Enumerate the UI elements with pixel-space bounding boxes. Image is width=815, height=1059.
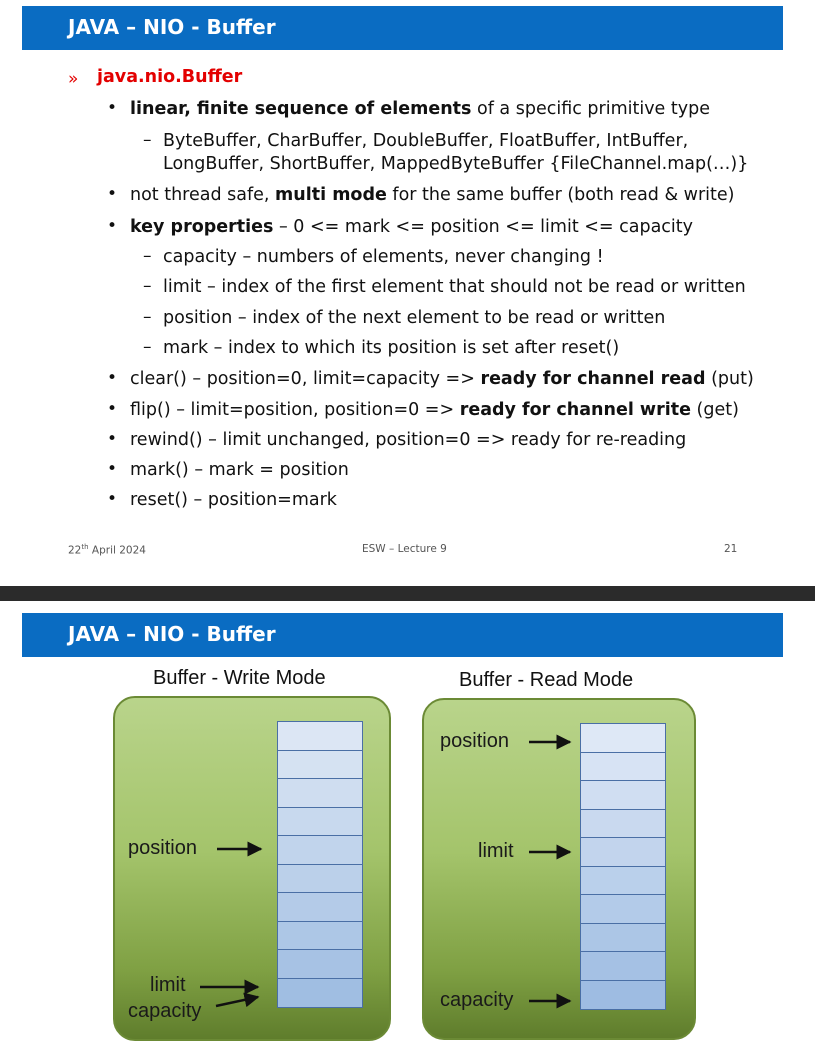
bullet-item: clear() – position=0, limit=capacity => ready for channel read (put) [130, 369, 754, 389]
slide-title: JAVA – NIO - Buffer [68, 15, 276, 39]
bullet-item: key properties – 0 <= mark <= position <= limit <= capacity [130, 217, 694, 237]
bullet-dot-icon: • [107, 184, 118, 204]
bullet-dash-icon: – [143, 130, 152, 150]
read-mode-title: Buffer - Read Mode [459, 669, 634, 691]
bullet-item: not thread safe, multi mode for the same buffer (both read & write) [130, 185, 735, 205]
bullet-dash-icon: – [143, 337, 152, 357]
slide-title: JAVA – NIO - Buffer [68, 622, 276, 646]
footer-date: 22th April 2024 [68, 543, 146, 557]
bullet-dot-icon: • [107, 368, 118, 388]
slide-separator [0, 586, 815, 601]
footer-page-number: 21 [724, 543, 738, 555]
bullet-dot-icon: • [107, 98, 118, 118]
bullet-item: rewind() – limit unchanged, position=0 => ready for re-reading [130, 430, 687, 450]
slide-title-bar [22, 6, 783, 50]
write-limit-label: limit [150, 974, 186, 996]
read-position-label: position [440, 730, 509, 752]
write-mode-title: Buffer - Write Mode [153, 667, 326, 689]
read-limit-label: limit [478, 840, 514, 862]
slide-22 [0, 601, 815, 1059]
bullet-item: limit – index of the first element that should not be read or written [163, 277, 746, 297]
bullet-item: reset() – position=mark [130, 490, 337, 510]
bullet-item: capacity – numbers of elements, never changing ! [163, 247, 604, 267]
bullet-dot-icon: • [107, 429, 118, 449]
bullet-dot-icon: • [107, 399, 118, 419]
bullet-item: linear, finite sequence of elements of a specific primitive type [130, 99, 710, 119]
bullet-item: mark() – mark = position [130, 460, 349, 480]
read-capacity-label: capacity [440, 989, 514, 1011]
bullet-item: ByteBuffer, CharBuffer, DoubleBuffer, FloatBuffer, IntBuffer, [163, 131, 689, 151]
write-capacity-label: capacity [128, 1000, 202, 1022]
bullet-item: position – index of the next element to be read or written [163, 308, 666, 328]
bullet-dash-icon: – [143, 246, 152, 266]
footer-lecture: ESW – Lecture 9 [362, 543, 447, 555]
bullet-item: mark – index to which its position is set after reset() [163, 338, 620, 358]
write-capacity-arrow-icon [216, 997, 258, 1006]
chevron-bullet-icon: » [68, 69, 79, 89]
bullet-dot-icon: • [107, 216, 118, 236]
bullet-dash-icon: – [143, 307, 152, 327]
bullet-item: LongBuffer, ShortBuffer, MappedByteBuffer {FileChannel.map(…)} [163, 154, 749, 174]
bullet-dot-icon: • [107, 459, 118, 479]
pointer-arrows [0, 601, 815, 1059]
write-position-label: position [128, 837, 197, 859]
bullet-dash-icon: – [143, 276, 152, 296]
bullet-item: flip() – limit=position, position=0 => ready for channel write (get) [130, 400, 739, 420]
bullet-dot-icon: • [107, 489, 118, 509]
section-heading: java.nio.Buffer [97, 67, 243, 87]
